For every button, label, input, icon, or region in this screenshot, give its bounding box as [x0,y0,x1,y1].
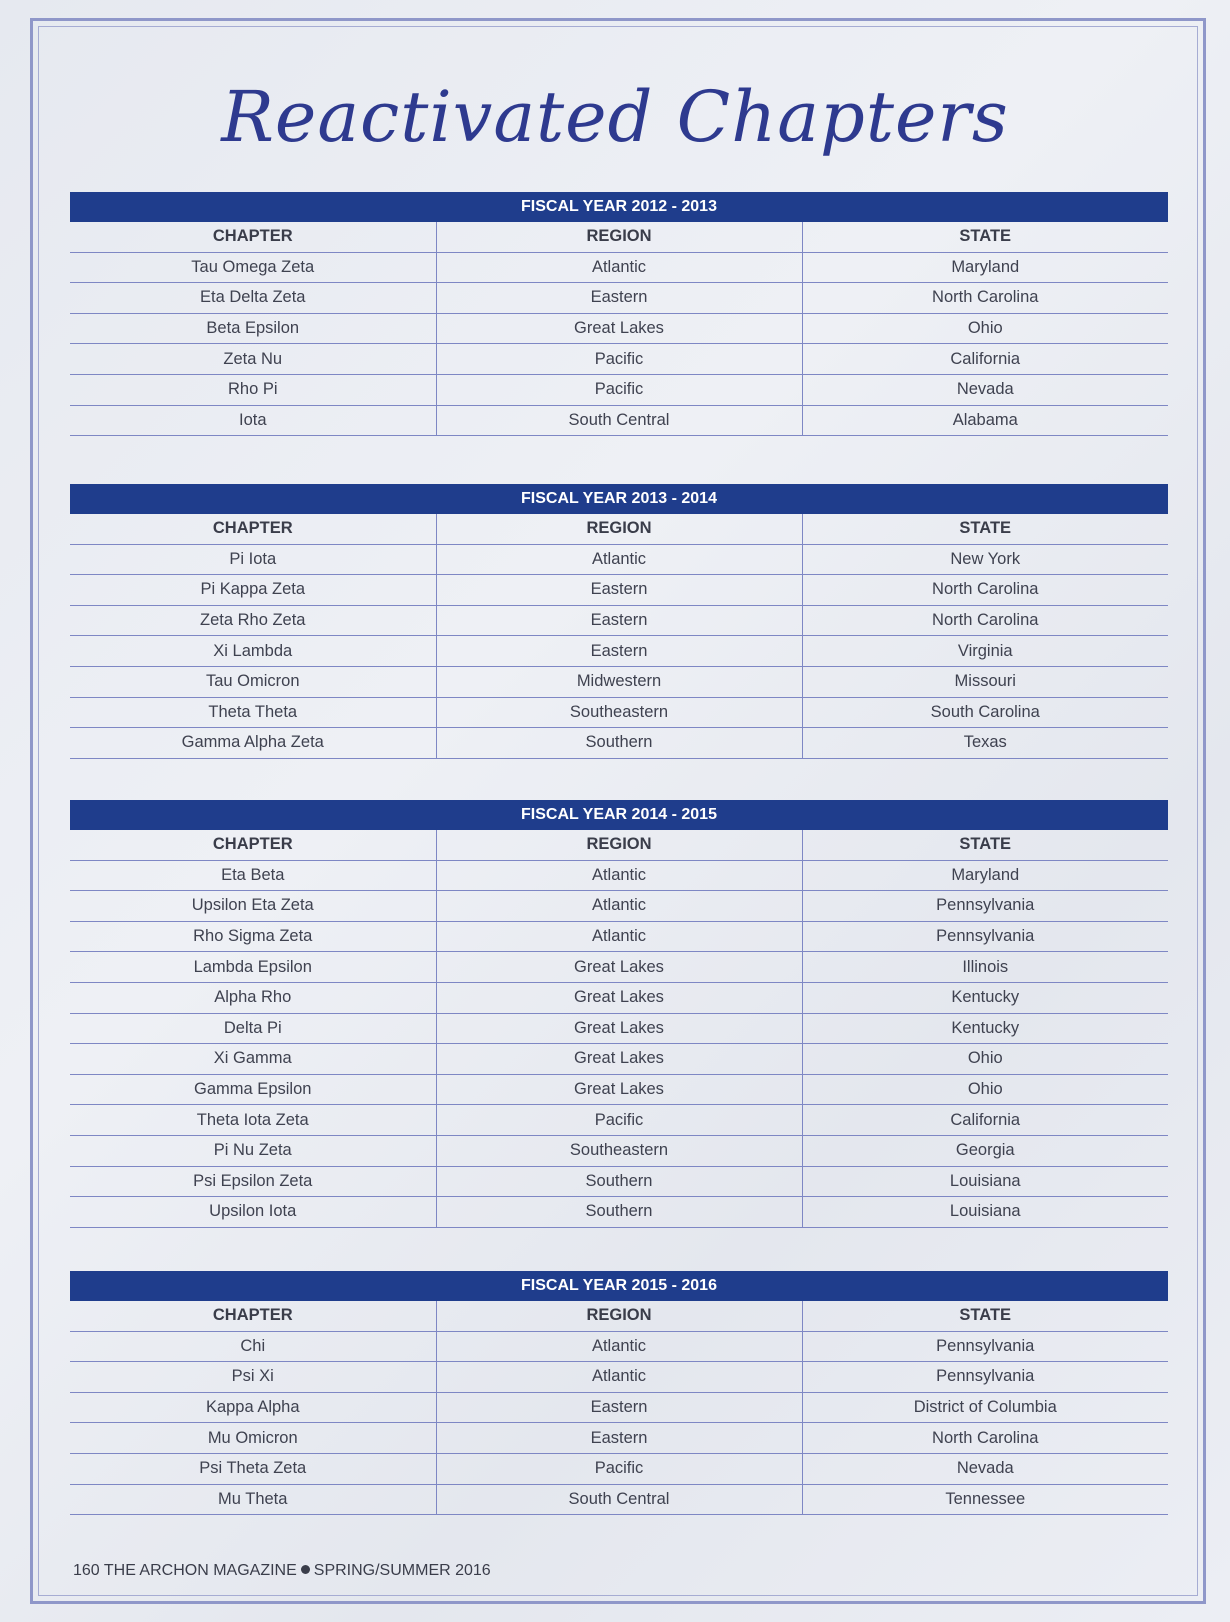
column-header-region: REGION [436,1301,802,1331]
state-cell: Louisiana [802,1166,1168,1197]
chapter-cell: Upsilon Iota [70,1197,436,1228]
chapter-cell: Psi Epsilon Zeta [70,1166,436,1197]
region-cell: Eastern [436,1392,802,1423]
column-header-region: REGION [436,830,802,860]
chapters-table [70,1301,1168,1515]
state-cell: Georgia [802,1135,1168,1166]
table-row [70,575,1168,606]
chapter-cell: Theta Iota Zeta [70,1105,436,1136]
table-row [70,860,1168,891]
table-row [70,1135,1168,1166]
region-cell: Atlantic [436,921,802,952]
region-cell: Atlantic [436,891,802,922]
state-cell: North Carolina [802,283,1168,314]
region-cell: Atlantic [436,544,802,575]
region-cell: Pacific [436,1453,802,1484]
chapter-cell: Delta Pi [70,1013,436,1044]
table-row [70,605,1168,636]
page-title: Reactivated Chapters [221,76,1009,158]
chapter-cell: Gamma Alpha Zeta [70,728,436,759]
page-number: 160 [73,1562,100,1579]
table-row [70,252,1168,283]
region-cell: Southern [436,728,802,759]
chapter-cell: Zeta Nu [70,344,436,375]
region-cell: Southern [436,1166,802,1197]
table-row [70,1105,1168,1136]
region-cell: Atlantic [436,1362,802,1393]
column-header-region: REGION [436,222,802,252]
table-row [70,636,1168,667]
table-row [70,1362,1168,1393]
column-header-region: REGION [436,514,802,544]
state-cell: North Carolina [802,575,1168,606]
state-cell: California [802,344,1168,375]
region-cell: Great Lakes [436,1013,802,1044]
region-cell: Eastern [436,575,802,606]
chapter-cell: Eta Beta [70,860,436,891]
fiscal-year-section [70,484,1168,759]
state-cell: Ohio [802,1074,1168,1105]
chapter-cell: Chi [70,1331,436,1362]
region-cell: Eastern [436,605,802,636]
region-cell: Great Lakes [436,1074,802,1105]
chapter-cell: Tau Omicron [70,666,436,697]
region-cell: Eastern [436,283,802,314]
state-cell: Kentucky [802,982,1168,1013]
table-row [70,697,1168,728]
state-cell: Maryland [802,860,1168,891]
region-cell: Atlantic [436,252,802,283]
column-header-state: STATE [802,514,1168,544]
state-cell: Illinois [802,952,1168,983]
table-row [70,982,1168,1013]
chapter-cell: Zeta Rho Zeta [70,605,436,636]
fiscal-year-section [70,800,1168,1228]
state-cell: Maryland [802,252,1168,283]
chapter-cell: Theta Theta [70,697,436,728]
chapter-cell: Psi Theta Zeta [70,1453,436,1484]
fiscal-year-heading: FISCAL YEAR 2012 - 2013 [70,192,1168,222]
region-cell: Pacific [436,374,802,405]
region-cell: Great Lakes [436,313,802,344]
region-cell: Pacific [436,344,802,375]
chapter-cell: Mu Omicron [70,1423,436,1454]
state-cell: Kentucky [802,1013,1168,1044]
fiscal-year-heading: FISCAL YEAR 2015 - 2016 [70,1271,1168,1301]
state-cell: New York [802,544,1168,575]
chapter-cell: Pi Iota [70,544,436,575]
state-cell: Pennsylvania [802,1331,1168,1362]
state-cell: Ohio [802,1044,1168,1075]
chapters-table [70,222,1168,436]
region-cell: Great Lakes [436,952,802,983]
chapter-cell: Mu Theta [70,1484,436,1515]
column-header-chapter: CHAPTER [70,1301,436,1331]
fiscal-year-section [70,192,1168,436]
chapter-cell: Pi Nu Zeta [70,1135,436,1166]
chapter-cell: Rho Sigma Zeta [70,921,436,952]
state-cell: Louisiana [802,1197,1168,1228]
region-cell: Great Lakes [436,982,802,1013]
chapter-cell: Xi Lambda [70,636,436,667]
magazine-name: THE ARCHON MAGAZINE [103,1562,297,1579]
column-header-state: STATE [802,1301,1168,1331]
table-row [70,405,1168,436]
chapters-table [70,514,1168,759]
state-cell: Virginia [802,636,1168,667]
fiscal-year-heading: FISCAL YEAR 2014 - 2015 [70,800,1168,830]
chapter-cell: Tau Omega Zeta [70,252,436,283]
table-row [70,1044,1168,1075]
region-cell: Southeastern [436,697,802,728]
state-cell: Missouri [802,666,1168,697]
chapter-cell: Upsilon Eta Zeta [70,891,436,922]
column-header-chapter: CHAPTER [70,222,436,252]
table-row [70,1013,1168,1044]
table-row [70,1197,1168,1228]
state-cell: Nevada [802,1453,1168,1484]
region-cell: South Central [436,405,802,436]
state-cell: Nevada [802,374,1168,405]
table-header-row [70,514,1168,544]
table-row [70,374,1168,405]
fiscal-year-heading: FISCAL YEAR 2013 - 2014 [70,484,1168,514]
chapter-cell: Eta Delta Zeta [70,283,436,314]
table-row [70,1453,1168,1484]
region-cell: Southeastern [436,1135,802,1166]
table-row [70,1074,1168,1105]
table-row [70,1484,1168,1515]
chapter-cell: Psi Xi [70,1362,436,1393]
table-row [70,921,1168,952]
column-header-chapter: CHAPTER [70,514,436,544]
issue-label: SPRING/SUMMER 2016 [313,1562,491,1579]
state-cell: Alabama [802,405,1168,436]
state-cell: South Carolina [802,697,1168,728]
table-header-row [70,1301,1168,1331]
state-cell: Ohio [802,313,1168,344]
state-cell: California [802,1105,1168,1136]
chapter-cell: Lambda Epsilon [70,952,436,983]
bullet-dot-icon [301,1565,310,1574]
table-row [70,344,1168,375]
chapter-cell: Alpha Rho [70,982,436,1013]
column-header-state: STATE [802,222,1168,252]
chapter-cell: Pi Kappa Zeta [70,575,436,606]
region-cell: Southern [436,1197,802,1228]
region-cell: Midwestern [436,666,802,697]
column-header-state: STATE [802,830,1168,860]
state-cell: Tennessee [802,1484,1168,1515]
region-cell: South Central [436,1484,802,1515]
state-cell: North Carolina [802,1423,1168,1454]
fiscal-year-section [70,1271,1168,1515]
table-row [70,728,1168,759]
region-cell: Eastern [436,1423,802,1454]
table-row [70,1331,1168,1362]
table-row [70,313,1168,344]
table-row [70,891,1168,922]
chapters-table [70,830,1168,1228]
table-header-row [70,830,1168,860]
region-cell: Pacific [436,1105,802,1136]
state-cell: North Carolina [802,605,1168,636]
region-cell: Great Lakes [436,1044,802,1075]
chapter-cell: Rho Pi [70,374,436,405]
table-header-row [70,222,1168,252]
region-cell: Atlantic [436,860,802,891]
state-cell: Pennsylvania [802,921,1168,952]
region-cell: Eastern [436,636,802,667]
chapter-cell: Kappa Alpha [70,1392,436,1423]
table-row [70,952,1168,983]
table-row [70,283,1168,314]
table-row [70,666,1168,697]
column-header-chapter: CHAPTER [70,830,436,860]
state-cell: Pennsylvania [802,891,1168,922]
table-row [70,544,1168,575]
state-cell: District of Columbia [802,1392,1168,1423]
page-footer [73,1562,491,1580]
chapter-cell: Xi Gamma [70,1044,436,1075]
chapter-cell: Gamma Epsilon [70,1074,436,1105]
table-row [70,1423,1168,1454]
table-row [70,1392,1168,1423]
chapter-cell: Beta Epsilon [70,313,436,344]
state-cell: Texas [802,728,1168,759]
chapter-cell: Iota [70,405,436,436]
table-row [70,1166,1168,1197]
state-cell: Pennsylvania [802,1362,1168,1393]
region-cell: Atlantic [436,1331,802,1362]
